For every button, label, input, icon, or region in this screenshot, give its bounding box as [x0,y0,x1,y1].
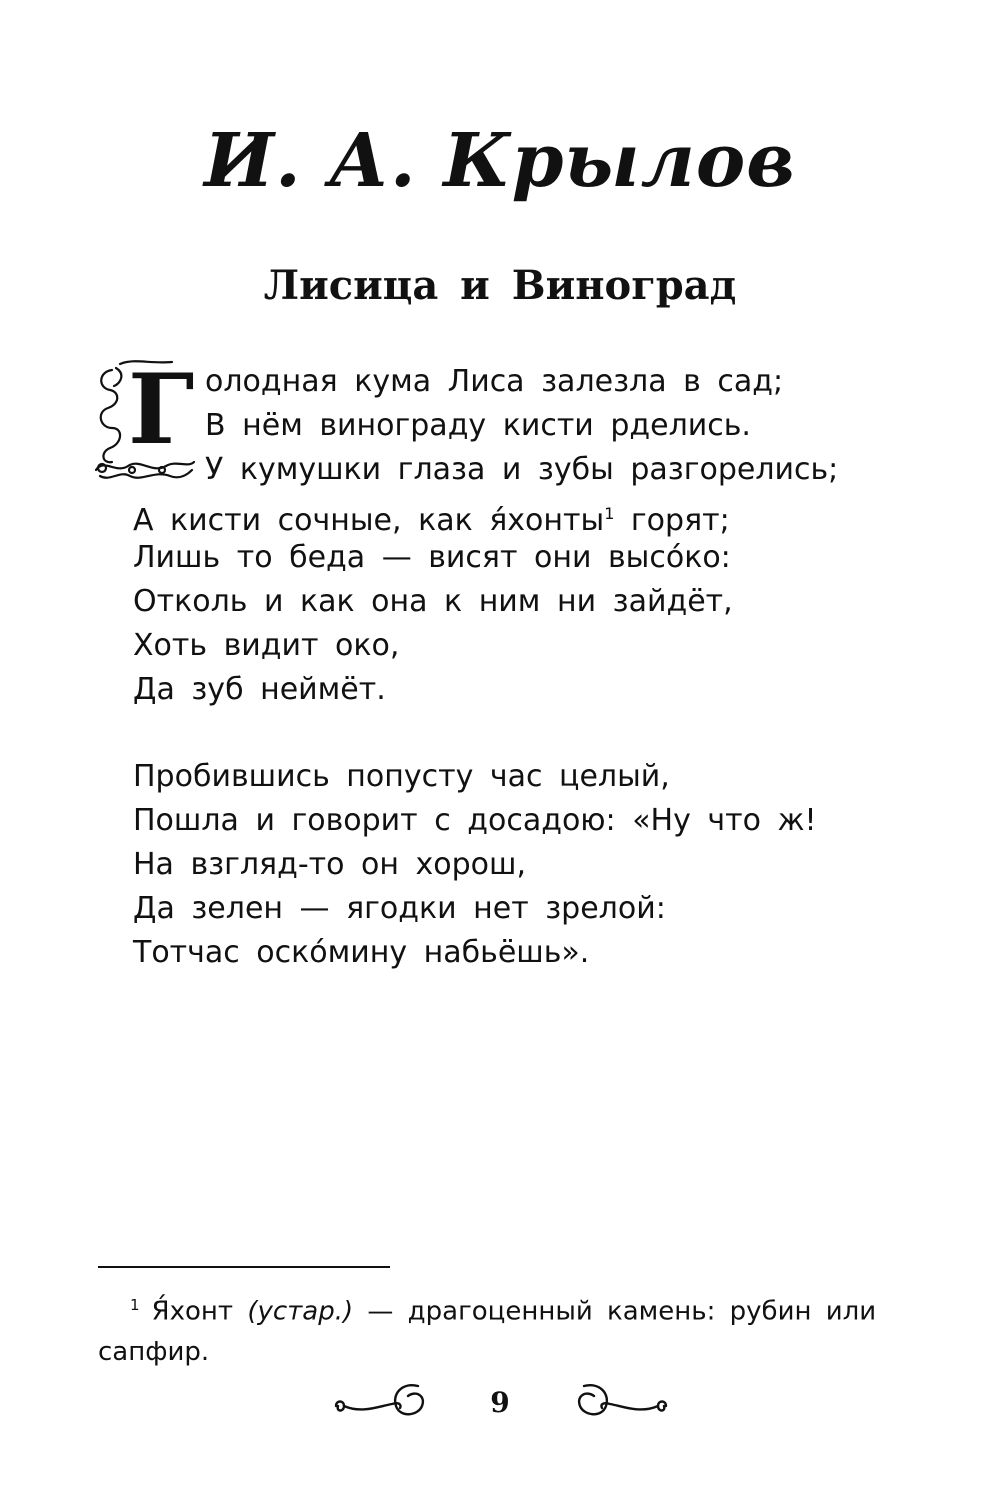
footnote-reference[interactable]: 1 [604,504,615,523]
verse-line: Отколь и как она к ним ни зайдёт, [133,584,733,619]
verse-line: Да зуб неймёт. [133,672,386,707]
fable-title: Лисица и Виноград [263,262,737,309]
right-flourish-icon [570,1380,670,1420]
verse-line: Пробившись попусту час целый, [133,759,670,794]
verse-line: Лишь то беда — висят они высо́ко: [133,540,731,575]
verse-line-part: А кисти сочные, как я́хонты [133,503,605,538]
footnote-marker: 1 [130,1296,140,1314]
page-number: 9 [490,1386,510,1419]
verse-line: У кумушки глаза и зубы разгорелись; [205,452,839,487]
verse-line: олодная кума Лиса залезла в сад; [205,364,784,399]
verse-line: В нём винограду кисти рделись. [205,408,751,443]
verse-line: Тотчас оско́мину набьёшь». [133,935,590,970]
verse-line: Пошла и говорит с досадою: «Ну что ж! [133,803,817,838]
footnote [98,1285,908,1372]
verse-line-part: горят; [630,503,730,538]
footnote-divider [98,1266,390,1268]
ornamental-drop-cap [90,353,200,488]
drop-cap-letter: Г [128,353,195,466]
verse-line: Да зелен — ягодки нет зрелой: [133,891,666,926]
footnote-definition: — драгоценный камень: рубин или сапфир. [98,1296,877,1367]
verse-line: На взгляд-то он хорош, [133,847,527,882]
author-name: И. А. Крылов [204,118,796,204]
left-flourish-icon [332,1380,432,1420]
verse-line: Хоть видит око, [133,628,400,663]
footnote-term: Я́хонт [151,1296,234,1327]
footnote-label: (устар.) [247,1296,354,1327]
